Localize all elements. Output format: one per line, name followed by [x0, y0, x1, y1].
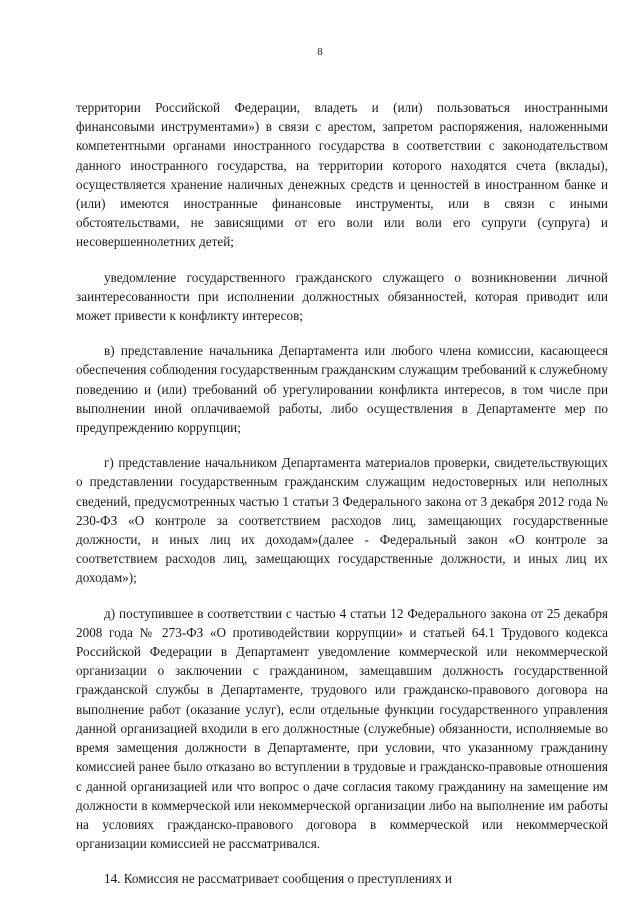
- paragraph-item-g: г) представление начальником Департамента материалов проверки, свидетельствующих о представлении государственным гражданским служащим недостоверных или неполных сведений, предусмотренных частью 1 статьи 3 Федерального закона от 3 декабря 2012 года № 230-ФЗ «О контроле за соответствием расходов лиц, замещающих государственные должности, и иных лиц их доходам»(далее - Федеральный закон «О контроле за соответствием расходов лиц, замещающих государственные должности, и иных лиц их доходам»);: [76, 455, 608, 586]
- paragraph-item-14: 14. Комиссия не рассматривает сообщения о преступлениях и: [104, 871, 452, 887]
- paragraph-conflict-notification: уведомление государственного гражданского служащего о возникновении личной заинтересованности при исполнении должностных обязанностей, которая приводит или может привести к конфликту интересов;: [76, 269, 608, 324]
- paragraph-continuation: территории Российской Федерации, владеть и (или) пользоваться иностранными финансовыми инструментами») в связи с арестом, запретом распоряжения, наложенными компетентными органами иностранного государства в соответствии с законодательством данного иностранного государства, на территории которого находятся счета (вклады), осуществляется хранение наличных денежных средств и ценностей в иностранном банке и (или) имеются иностранные финансовые инструменты, или в связи с иными обстоятельствами, не зависящими от его воли или воли его супруги (супруга) и несовершеннолетних детей;: [76, 100, 608, 250]
- paragraph-item-v: в) представление начальника Департамента или любого члена комиссии, касающееся обеспечения соблюдения государственным гражданским служащим требований к служебному поведению и (или) требований об урегулировании конфликта интересов, в том числе при выполнении иной оплачиваемой работы, либо осуществления в Департаменте мер по предупреждению коррупции;: [76, 343, 608, 436]
- document-body: [76, 98, 608, 905]
- page-number: 8: [317, 46, 323, 58]
- paragraph-item-d: д) поступившее в соответствии с частью 4 статьи 12 Федерального закона от 25 декабря 2008 года № 273-ФЗ «О противодействии коррупции» и статьей 64.1 Трудового кодекса Российской Федерации в Департамент уведомление коммерческой или некоммерческой организации о заключении с гражданином, замещавшим должность государственной гражданской службы в Департаменте, трудового или гражданско-правового договора на выполнение работ (оказание услуг), если отдельные функции государственного управления данной организацией входили в его должностные (служебные) обязанности, исполняемые во время замещения должности в Департаменте, при условии, что указанному гражданину комиссией ранее было отказано во вступлении в трудовые и гражданско-правовые отношения с данной организацией или что вопрос о даче согласия такому гражданину на замещение им должности в коммерческой или некоммерческой организации либо на выполнение им работы на условиях гражданско-правового договора в коммерческой или некоммерческой организации комиссией не рассматривался.: [76, 605, 608, 852]
